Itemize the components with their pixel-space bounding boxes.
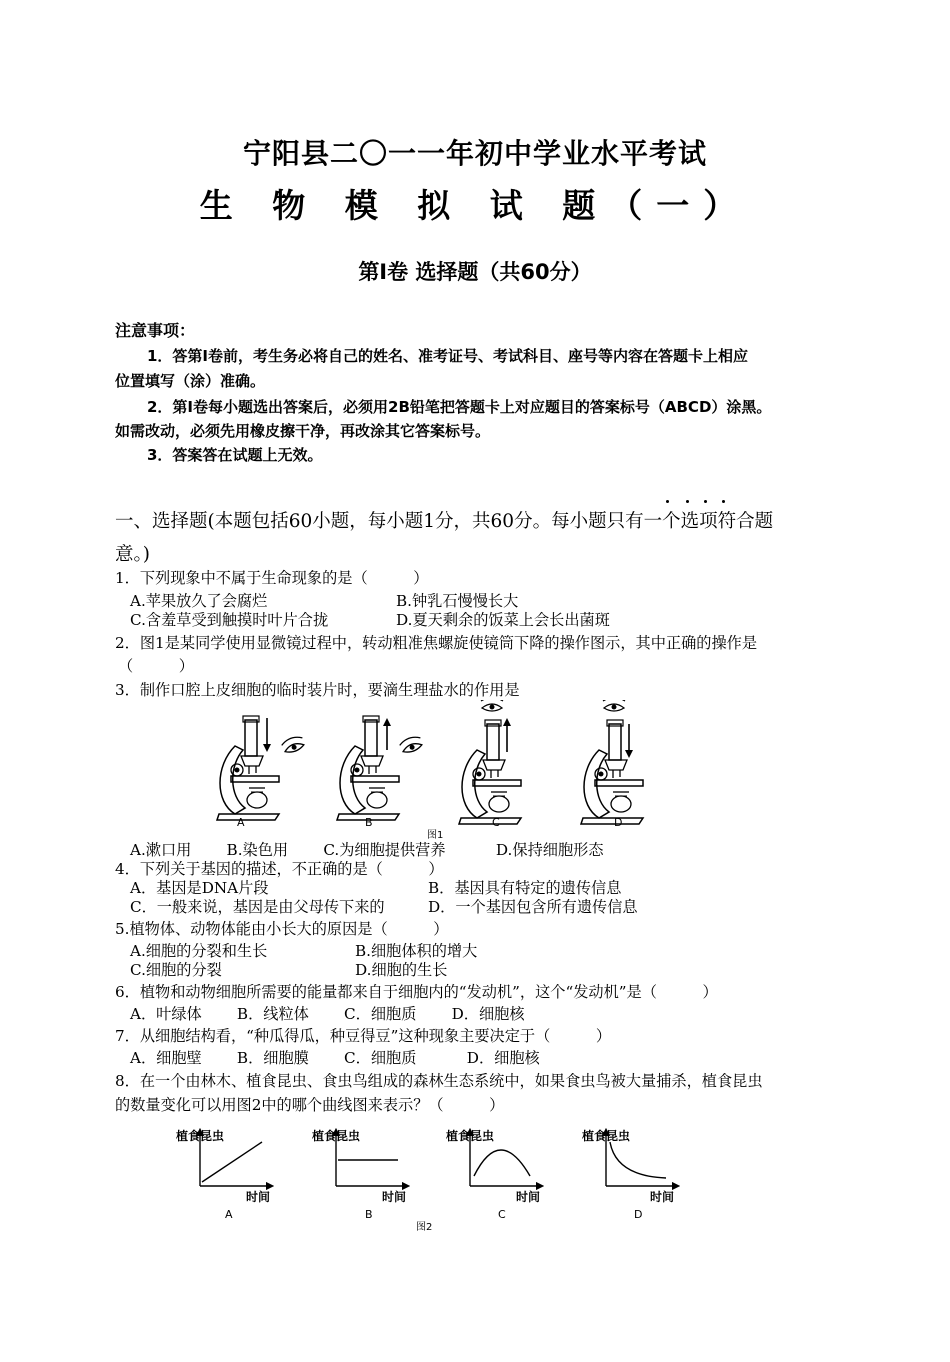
fig1-label: D bbox=[614, 816, 623, 829]
question-3-stem: 3．制作口腔上皮细胞的临时装片时，要滴生理盐水的作用是 bbox=[115, 681, 520, 699]
fig2-label: B bbox=[365, 1208, 373, 1221]
q4-option-c: C．一般来说，基因是由父母传下来的 bbox=[130, 898, 385, 916]
exam-title: 宁阳县二〇一一年初中学业水平考试 bbox=[242, 137, 707, 170]
question-8-stem-cont: 的数量变化可以用图2中的哪个曲线图来表示？（ ） bbox=[115, 1096, 505, 1114]
q1-option-d: D.夏天剩余的饭菜上会长出菌斑 bbox=[396, 611, 610, 629]
q4-option-b: B．基因具有特定的遗传信息 bbox=[428, 879, 622, 897]
graph-d bbox=[582, 1128, 676, 1221]
question-2-stem-cont: （ ） bbox=[118, 657, 194, 675]
question-5-stem: 5.植物体、动物体能由小长大的原因是（ ） bbox=[115, 920, 449, 938]
fig2-label: D bbox=[634, 1208, 643, 1221]
fig2-xlabel: 时间 bbox=[382, 1190, 407, 1204]
microscope-c-icon bbox=[459, 700, 521, 824]
graph-c bbox=[446, 1128, 540, 1221]
fig2-label: A bbox=[225, 1208, 233, 1221]
curve-decreasing bbox=[610, 1142, 666, 1178]
emphasis-dot bbox=[666, 500, 669, 503]
fig1-label: C bbox=[492, 816, 500, 829]
emphasis-dot bbox=[686, 500, 689, 503]
q6-options: A．叶绿体 B．线粒体 C．细胞质 D．细胞核 bbox=[130, 1005, 525, 1023]
curve-increasing bbox=[202, 1142, 262, 1182]
q5-option-b: B.细胞体积的增大 bbox=[355, 942, 478, 960]
question-1-stem: 1．下列现象中不属于生命现象的是（ ） bbox=[115, 569, 429, 587]
exam-subtitle: 生 物 模 拟 试 题（一） bbox=[199, 186, 751, 225]
notice-line: 2．第Ⅰ卷每小题选出答案后，必须用2B铅笔把答题卡上对应题目的答案标号（ABCD）涂黑。 bbox=[147, 398, 772, 416]
emphasis-dot bbox=[722, 500, 725, 503]
figure-2 bbox=[170, 1124, 700, 1234]
q4-option-d: D．一个基因包含所有遗传信息 bbox=[428, 898, 638, 916]
q3-options: A.漱口用 B.染色用 C.为细胞提供营养 D.保持细胞形态 bbox=[130, 841, 604, 859]
notice-line: 位置填写（涂）准确。 bbox=[115, 372, 266, 390]
part-heading-cont: 意。) bbox=[115, 544, 150, 565]
q5-option-a: A.细胞的分裂和生长 bbox=[130, 942, 268, 960]
emphasis-dot bbox=[704, 500, 707, 503]
part-heading: 一、选择题(本题包括60小题，每小题1分，共60分。每小题只有一个选项符合题 bbox=[115, 511, 774, 532]
question-7-stem: 7．从细胞结构看，“种瓜得瓜，种豆得豆”这种现象主要决定于（ ） bbox=[115, 1027, 612, 1045]
question-8-stem: 8．在一个由林木、植食昆虫、食虫鸟组成的森林生态系统中，如果食虫鸟被大量捕杀，植食昆虫 bbox=[115, 1072, 763, 1090]
fig2-ylabel: 植食昆虫 bbox=[446, 1129, 495, 1143]
fig1-label: B bbox=[365, 816, 373, 829]
notice-line: 3．答案答在试题上无效。 bbox=[147, 446, 323, 464]
notice-heading: 注意事项： bbox=[115, 321, 196, 340]
graph-a bbox=[176, 1128, 270, 1221]
fig2-ylabel: 植食昆虫 bbox=[582, 1129, 631, 1143]
fig2-xlabel: 时间 bbox=[246, 1190, 271, 1204]
fig2-caption: 图2 bbox=[416, 1222, 433, 1233]
question-6-stem: 6．植物和动物细胞所需要的能量都来自于细胞内的“发动机”，这个“发动机”是（ ） bbox=[115, 983, 718, 1001]
fig2-xlabel: 时间 bbox=[650, 1190, 675, 1204]
question-2-stem: 2．图1是某同学使用显微镜过程中，转动粗准焦螺旋使镜筒下降的操作图示，其中正确的操作是 bbox=[115, 634, 758, 652]
section-heading: 第Ⅰ卷 选择题（共60分） bbox=[358, 260, 592, 284]
fig2-ylabel: 植食昆虫 bbox=[176, 1129, 225, 1143]
notice-line: 1．答第Ⅰ卷前，考生务必将自己的姓名、准考证号、考试科目、座号等内容在答题卡上相应 bbox=[147, 347, 749, 365]
q1-option-c: C.含羞草受到触摸时叶片合拢 bbox=[130, 611, 329, 629]
question-4-stem: 4．下列关于基因的描述，不正确的是（ ） bbox=[115, 860, 444, 878]
fig2-ylabel: 植食昆虫 bbox=[312, 1129, 361, 1143]
q1-option-b: B.钟乳石慢慢长大 bbox=[396, 592, 519, 610]
microscope-d-icon bbox=[581, 700, 643, 824]
fig1-label: A bbox=[237, 816, 245, 829]
microscope-b-icon bbox=[337, 716, 424, 820]
q5-option-c: C.细胞的分裂 bbox=[130, 961, 222, 979]
q1-option-a: A.苹果放久了会腐烂 bbox=[130, 592, 268, 610]
q4-option-a: A．基因是DNA片段 bbox=[130, 879, 269, 897]
fig2-label: C bbox=[498, 1208, 506, 1221]
fig1-caption: 图1 bbox=[427, 830, 444, 840]
graph-b bbox=[312, 1128, 406, 1221]
microscope-a-icon bbox=[217, 716, 306, 820]
q5-option-d: D.细胞的生长 bbox=[355, 961, 448, 979]
fig2-xlabel: 时间 bbox=[516, 1190, 541, 1204]
curve-rise-fall bbox=[474, 1150, 530, 1176]
q7-options: A．细胞壁 B．细胞膜 C．细胞质 D．细胞核 bbox=[130, 1049, 540, 1067]
figure-1 bbox=[195, 700, 685, 840]
notice-line: 如需改动，必须先用橡皮擦干净，再改涂其它答案标号。 bbox=[115, 422, 491, 440]
